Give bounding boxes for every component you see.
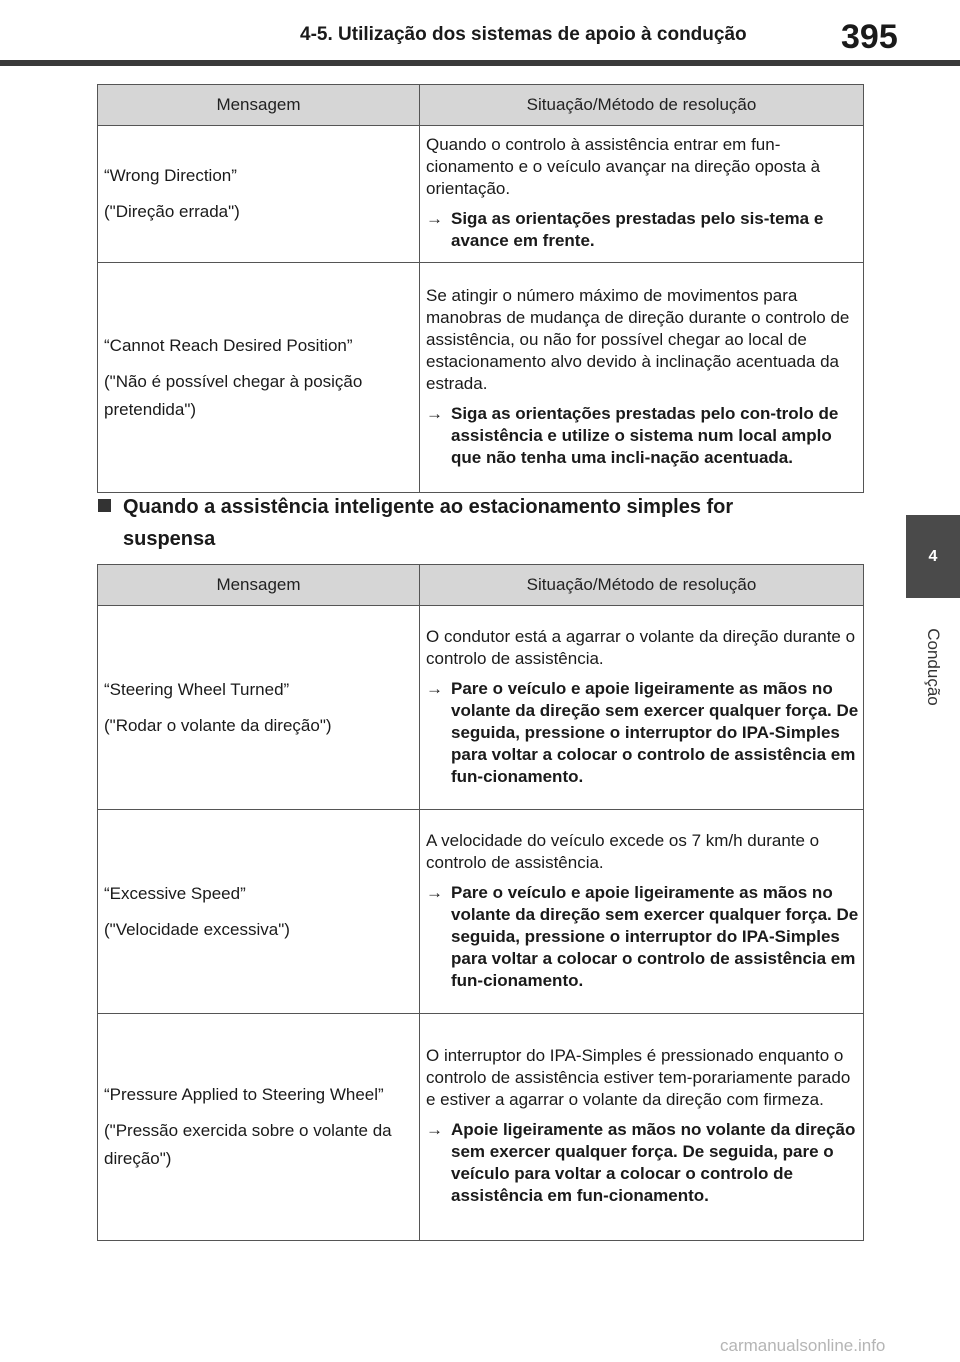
table-row (98, 1014, 864, 1241)
message-portuguese: ("Não é possível chegar à posição pretendida") (104, 371, 363, 419)
message-english: “Pressure Applied to Steering Wheel” (104, 1085, 384, 1104)
message-portuguese: ("Direção errada") (104, 202, 240, 221)
page-number: 395 (841, 18, 898, 56)
table-row (98, 606, 864, 810)
action-text: Apoie ligeiramente as mãos no volante da direção sem exercer qualquer força. De seguida, pare o veículo para voltar a colocar o controlo de assistência em fun-cionamento. (451, 1120, 856, 1205)
message-portuguese: ("Rodar o volante da direção") (104, 715, 332, 735)
col-header-situation: Situação/Método de resolução (420, 565, 864, 606)
table-row (98, 810, 864, 1014)
situation-text: O interruptor do IPA-Simples é pressionado enquanto o controlo de assistência estiver tem-porariamente parado e estiver a agarrar o volante da direção com firmeza. (426, 1046, 851, 1109)
action-text: Pare o veículo e apoie ligeiramente as mãos no volante da direção sem exercer qualquer força. De seguida, pressione o interruptor do IPA-Simples para voltar a colocar o controlo de assistência em fun-cionamento. (451, 882, 859, 990)
square-bullet-icon (98, 499, 111, 512)
page-header (0, 0, 960, 64)
message-cell (98, 810, 420, 1014)
action-step (426, 403, 861, 469)
arrow-icon: → (426, 678, 443, 698)
table-row (98, 126, 864, 263)
situation-cell (420, 126, 864, 263)
table-header-row (98, 85, 864, 126)
chapter-label-container (905, 612, 960, 722)
situation-cell (420, 1014, 864, 1241)
message-english: “Wrong Direction” (104, 166, 237, 185)
chapter-tab (906, 515, 960, 598)
col-header-situation: Situação/Método de resolução (420, 85, 864, 126)
situation-cell (420, 263, 864, 493)
situation-cell (420, 606, 864, 810)
section-heading (98, 491, 858, 555)
message-english: “Cannot Reach Desired Position” (104, 335, 353, 355)
message-portuguese: ("Velocidade excessiva") (104, 919, 290, 939)
message-portuguese: ("Pressão exercida sobre o volante da direção") (104, 1121, 392, 1168)
situation-text: Se atingir o número máximo de movimentos para manobras de mudança de direção durante o controlo de assistência, ou não for possível chegar ao local de estacionamento alvo devido à inclinação acentuada da estrada. (426, 285, 850, 393)
arrow-icon: → (426, 403, 443, 423)
message-cell (98, 263, 420, 493)
action-step (426, 882, 861, 992)
arrow-icon: → (426, 1120, 443, 1139)
arrow-icon: → (426, 882, 443, 902)
situation-cell (420, 810, 864, 1014)
table-header-row (98, 565, 864, 606)
message-cell (98, 606, 420, 810)
situation-text: A velocidade do veículo excede os 7 km/h durante o controlo de assistência. (426, 830, 820, 872)
chapter-number: 4 (928, 547, 938, 565)
table-row (98, 263, 864, 493)
message-cell (98, 1014, 420, 1241)
header-rule (0, 60, 960, 66)
col-header-message: Mensagem (98, 85, 420, 126)
messages-table-2 (97, 564, 864, 1241)
action-text: Pare o veículo e apoie ligeiramente as mãos no volante da direção sem exercer qualquer força. De seguida, pressione o interruptor do IPA-Simples para voltar a colocar o controlo de assistência em fun-cionamento. (451, 678, 859, 786)
section-heading-line2: suspensa (123, 528, 216, 550)
situation-text: Quando o controlo à assistência entrar em fun-cionamento e o veículo avançar na direção oposta à orientação. (426, 135, 821, 198)
action-text: Siga as orientações prestadas pelo sis-tema e avance em frente. (451, 209, 824, 250)
action-step (426, 208, 861, 252)
col-header-message: Mensagem (98, 565, 420, 606)
action-step (426, 1119, 861, 1207)
situation-text: O condutor está a agarrar o volante da direção durante o controlo de assistência. (426, 626, 856, 668)
message-english: “Excessive Speed” (104, 883, 246, 903)
section-heading-line1: Quando a assistência inteligente ao estacionamento simples for (123, 496, 734, 518)
arrow-icon: → (426, 209, 443, 228)
watermark-text: carmanualsonline.info (720, 1336, 886, 1355)
message-english: “Steering Wheel Turned” (104, 679, 290, 699)
action-text: Siga as orientações prestadas pelo con-trolo de assistência e utilize o sistema num local amplo que não tenha uma incli-nação acentuada. (451, 403, 839, 467)
message-cell (98, 126, 420, 263)
action-step (426, 678, 861, 788)
section-title: 4-5. Utilização dos sistemas de apoio à condução (300, 24, 747, 45)
chapter-label: Condução (924, 628, 943, 706)
messages-table-1 (97, 84, 864, 493)
